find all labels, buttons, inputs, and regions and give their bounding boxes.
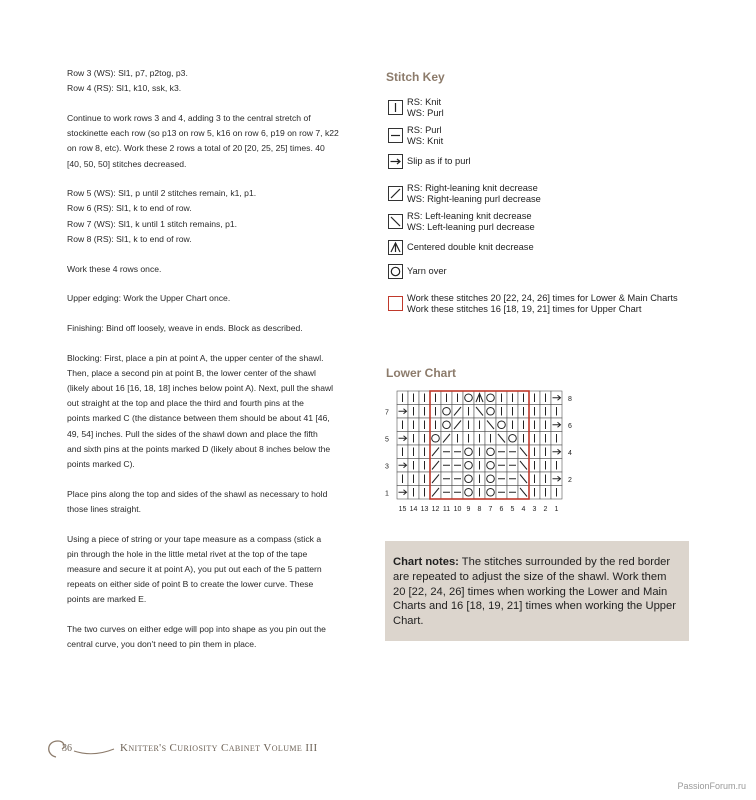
stitch-key-line: WS: Right-leaning purl decrease [407,193,541,204]
column-number: 13 [420,506,429,513]
column-number: 8 [477,506,482,513]
instruction-line: Place pins along the top and sides of the shawl as necessary to hold [67,488,328,499]
instruction-line: Row 7 (WS): Sl1, k until 1 stitch remains, p1. [67,218,238,229]
page-number: 36 [62,743,72,754]
chart-notes-box [385,541,689,641]
paragraph-gap [67,277,367,292]
instruction-line: [40, 50, 50] stitches decreased. [67,158,187,169]
instruction-line: Using a piece of string or your tape measure as a compass (stick a [67,533,322,544]
column-number: 1 [554,506,559,513]
stitch-key-label [407,125,443,146]
slip-symbol-icon [388,154,403,169]
instruction-line: out straight at the top and place the third and fourth pins at the [67,398,304,409]
column-number: 7 [488,506,493,513]
column-number: 9 [466,506,471,513]
instruction-line: on row 8, etc). Work these 2 rows a total of 20 [20, 25, 25] times. 40 [67,143,325,154]
right-dec-symbol-icon [388,186,403,201]
stitch-key-label [407,242,534,253]
paragraph-gap [67,336,367,351]
instruction-line: and sixth pins at the points marked D (likely about 8 inches below the [67,443,331,454]
instruction-line: central curve, you don't need to pin them in place. [67,639,257,650]
cdd-symbol-icon [388,240,403,255]
chart-notes-text: The stitches surrounded by the red border are repeated to adjust the size of the shawl. Work them 20 [22, 24, 26] times when working the Lower and Main Charts and 16 [18, 19, 21] times when working the Upper Chart. [393,556,676,628]
row-number: 3 [385,463,389,471]
instruction-line: Finishing: Bind off loosely, weave in ends. Block as described. [67,322,303,333]
instruction-line: Row 5 (WS): Sl1, p until 2 stitches remain, k1, p1. [67,188,257,199]
stitch-key-line: RS: Knit [407,97,442,107]
stitch-key-line: WS: Knit [407,135,444,146]
footer-swirl-icon [44,737,124,761]
instruction-line: repeats on either side of point B to create the lower curve. These [67,579,314,590]
stitch-key-line: RS: Purl [407,125,442,135]
knit-symbol-icon [388,100,403,115]
row-number: 5 [385,436,389,444]
instruction-line: points marked C). [67,459,135,470]
column-number: 11 [442,506,451,513]
stitch-key-label [407,183,541,204]
row-number: 2 [568,476,572,484]
stitch-key-item [388,240,534,255]
stitch-key-title: Stitch Key [386,70,445,84]
stitch-key-line: Work these stitches 16 [18, 19, 21] times for Upper Chart [407,303,642,314]
stitch-key-item [388,183,541,204]
column-number: 14 [409,506,418,513]
column-number: 2 [543,506,548,513]
purl-symbol-icon [388,128,403,143]
column-number: 4 [521,506,526,513]
instruction-line: Continue to work rows 3 and 4, adding 3 to the central stretch of [67,112,311,123]
lower-chart-title: Lower Chart [386,366,457,380]
instruction-line: Then, place a second pin at point B, the lower center of the shawl [67,367,316,378]
stitch-key-line: Yarn over [407,266,447,277]
row-number: 7 [385,409,389,417]
instruction-line: 49, 54] inches. Pull the sides of the shawl down and place the fifth [67,428,318,439]
stitch-key-item [388,97,444,118]
column-number: 10 [453,506,462,513]
instruction-line: measure and secure it at point A), you put out each of the 5 pattern [67,564,322,575]
instruction-line: stockinette each row (so p13 on row 5, k16 on row 6, p19 on row 7, k22 [67,128,339,139]
instruction-line: points marked C (the distance between them should be about 41 [46, [67,413,330,424]
paragraph-gap [67,247,367,262]
row-number: 1 [385,490,389,498]
stitch-key-label [407,156,471,167]
stitch-key-item [388,293,678,314]
instruction-line: those lines straight. [67,503,142,514]
paragraph-gap [67,517,367,532]
stitch-key-item [388,125,443,146]
stitch-key-label [407,293,678,314]
repeat-symbol-icon [388,296,403,311]
stitch-key-line: WS: Left-leaning purl decrease [407,221,535,232]
column-number: 12 [431,506,440,513]
lower-chart [383,389,613,529]
column-number: 6 [499,506,504,513]
stitch-key-label [407,211,535,232]
stitch-key-item [388,264,447,279]
stitch-key-line: RS: Left-leaning knit decrease [407,211,532,221]
instruction-line: pin through the hole in the little metal rivet at the top of the tape [67,548,308,559]
instruction-line: Row 6 (RS): Sl1, k to end of row. [67,203,192,214]
stitch-key-line: WS: Purl [407,107,444,118]
instruction-line: Blocking: First, place a pin at point A, the upper center of the shawl. [67,352,324,363]
instruction-line: (likely about 16 [16, 18, 18] inches below point A). Next, pull the shawl [67,383,334,394]
stitch-key-item [388,154,471,169]
row-number: 8 [568,395,572,403]
chart-notes-label: Chart notes: [393,556,459,568]
stitch-key-item [388,211,535,232]
lower-chart-grid [383,389,613,529]
paragraph-gap [67,96,367,111]
instruction-line: Row 3 (WS): Sl1, p7, p2tog, p3. [67,68,188,78]
watermark: PassionForum.ru [677,781,746,791]
stitch-key-label [407,97,444,118]
instruction-line: Row 8 (RS): Sl1, k to end of row. [67,233,192,244]
book-title: Knitter's Curiosity Cabinet Volume III [120,742,318,754]
paragraph-gap [67,472,367,487]
stitch-key-line: RS: Right-leaning knit decrease [407,183,538,193]
instruction-line: Work these 4 rows once. [67,263,162,274]
instruction-line: Row 4 (RS): Sl1, k10, ssk, k3. [67,83,182,94]
column-number: 3 [532,506,537,513]
column-number: 5 [510,506,515,513]
instruction-line: The two curves on either edge will pop into shape as you pin out the [67,624,326,635]
stitch-key-line: Centered double knit decrease [407,242,534,253]
paragraph-gap [67,608,367,623]
instruction-line: points are marked E. [67,594,147,605]
column-number: 15 [398,506,407,513]
paragraph-gap [67,306,367,321]
left-dec-symbol-icon [388,214,403,229]
paragraph-gap [67,172,367,187]
instruction-line: Upper edging: Work the Upper Chart once. [67,293,231,304]
stitch-key-line: Work these stitches 20 [22, 24, 26] times for Lower & Main Charts [407,293,678,303]
yo-symbol-icon [388,264,403,279]
stitch-key-label [407,266,447,277]
row-number: 6 [568,422,572,430]
pattern-instructions [67,66,367,653]
row-number: 4 [568,449,572,457]
stitch-key-line: Slip as if to purl [407,156,471,167]
